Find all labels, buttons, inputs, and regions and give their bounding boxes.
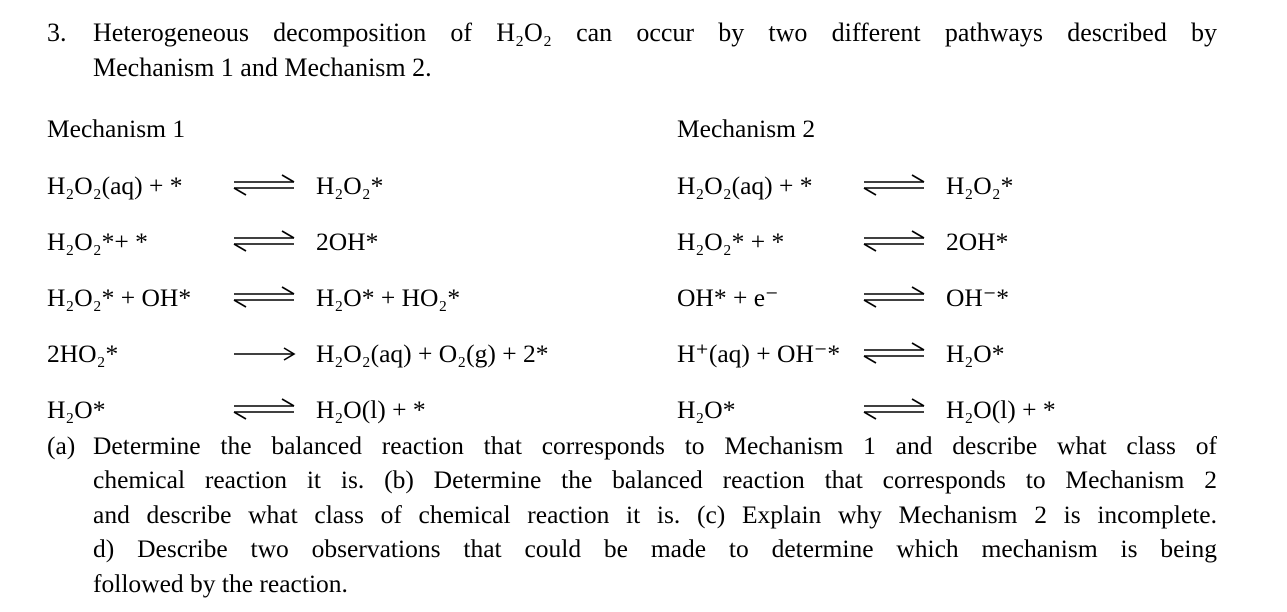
equilibrium-arrow-icon (860, 393, 930, 427)
mech2-step5-products: H₂O(l) + * (946, 395, 1056, 424)
equilibrium-arrow-icon (860, 169, 930, 203)
equilibrium-arrow-icon (860, 337, 930, 371)
parts-line-4: d) Describe two observations that could be made to determine which mechanism is being (93, 534, 1217, 563)
equilibrium-arrow-icon (230, 393, 300, 427)
equilibrium-arrow-icon (860, 225, 930, 259)
mech2-step1-products: H₂O₂* (946, 171, 1014, 200)
mech2-step5-reactants: H₂O* (677, 395, 736, 424)
question-text-line-2: Mechanism 1 and Mechanism 2. (93, 53, 432, 82)
mech1-step1-products: H₂O₂* (316, 171, 384, 200)
mech2-step4-products: H₂O* (946, 339, 1005, 368)
equilibrium-arrow-icon (230, 281, 300, 315)
mech2-step3-products: OH⁻* (946, 283, 1010, 312)
mech1-step3-products: H₂O* + HO₂* (316, 283, 461, 312)
parts-line-5: followed by the reaction. (93, 569, 348, 598)
mech1-step2-products: 2OH* (316, 227, 379, 256)
mech1-step2-reactants: H₂O₂*+ * (47, 227, 148, 256)
mech2-step4-reactants: H⁺(aq) + OH⁻* (677, 339, 841, 368)
parts-line-1-text: Determine the balanced reaction that corresponds to Mechanism 1 and describe what class of (93, 431, 1217, 460)
equilibrium-arrow-icon (230, 169, 300, 203)
question-number: 3. (47, 18, 67, 47)
parts-line-3: and describe what class of chemical reaction it is. (c) Explain why Mechanism 2 is incomplete. (93, 500, 1217, 529)
parts-line-2: chemical reaction it is. (b) Determine the balanced reaction that corresponds to Mechanism 2 (93, 465, 1217, 494)
mech1-step1-reactants: H₂O₂(aq) + * (47, 171, 183, 200)
mech1-step5-reactants: H₂O* (47, 395, 106, 424)
equilibrium-arrow-icon (860, 281, 930, 315)
mech1-step3-reactants: H₂O₂* + OH* (47, 283, 192, 312)
mechanism-2-title: Mechanism 2 (677, 114, 816, 143)
mech2-step3-reactants: OH* + e⁻ (677, 283, 779, 312)
mech1-step4-products: H₂O₂(aq) + O₂(g) + 2* (316, 339, 549, 368)
mechanism-1-title: Mechanism 1 (47, 114, 186, 143)
mech1-step4-reactants: 2HO₂* (47, 339, 119, 368)
mech1-step5-products: H₂O(l) + * (316, 395, 426, 424)
mech2-step2-reactants: H₂O₂* + * (677, 227, 785, 256)
mech2-step1-reactants: H₂O₂(aq) + * (677, 171, 813, 200)
part-a-label: (a) (47, 431, 76, 460)
parts-line-1 (47, 429, 1217, 464)
mech2-step2-products: 2OH* (946, 227, 1009, 256)
equilibrium-arrow-icon (230, 225, 300, 259)
forward-arrow-icon (230, 337, 300, 371)
question-text-line-1: Heterogeneous decomposition of H₂O₂ can occur by two different pathways described by (93, 18, 1217, 47)
